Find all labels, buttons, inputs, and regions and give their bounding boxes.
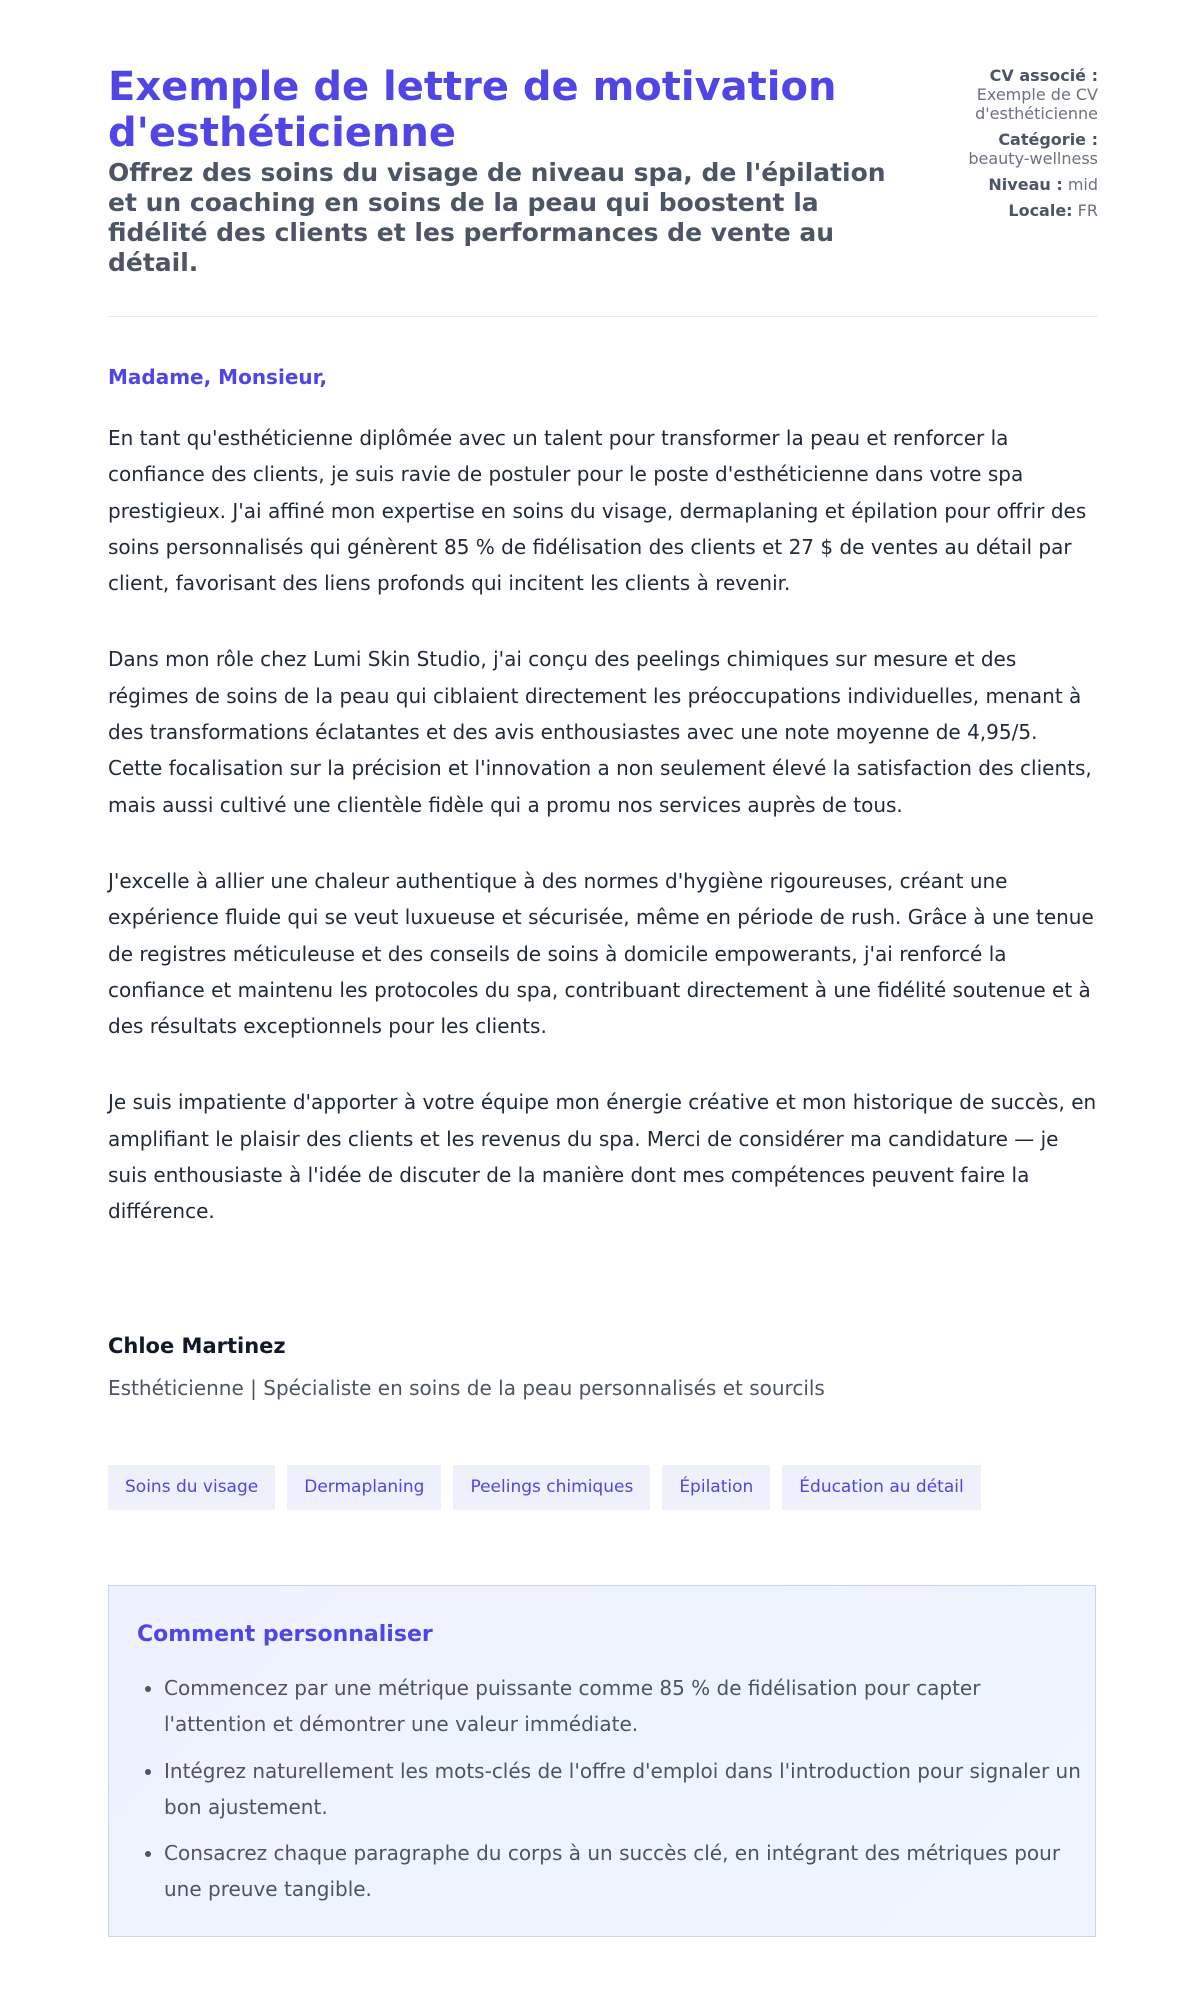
meta-locale-label: Locale: — [1008, 201, 1073, 220]
meta-cv-label: CV associé : — [989, 66, 1098, 85]
page-header — [108, 0, 1098, 317]
meta-level — [948, 175, 1098, 194]
customization-tips-box — [108, 1585, 1096, 1937]
meta-locale — [948, 201, 1098, 220]
letter-greeting: Madame, Monsieur, — [108, 365, 328, 389]
skill-tag: Dermaplaning — [287, 1465, 441, 1510]
page-subtitle: Offrez des soins du visage de niveau spa, de l'épilation et un coaching en soins de la peau qui boostent la fidélité des clients et les performances de vente au détail. — [108, 158, 886, 277]
letter-paragraph: Je suis impatiente d'apporter à votre équipe mon énergie créative et mon historique de succès, en amplifiant le plaisir des clients et les revenus du spa. Merci de considérer ma candidature — je suis enthousiaste à l'idée de discuter de la manière dont mes compétences peuvent faire la différence. — [108, 1090, 1097, 1224]
skill-tag: Éducation au détail — [782, 1465, 980, 1510]
tip-item: • Consacrez chaque paragraphe du corps à un succès clé, en intégrant des métriques pour une preuve tangible. — [164, 1835, 1084, 1908]
skill-tag: Soins du visage — [108, 1465, 275, 1510]
cover-letter-page — [108, 0, 1098, 1902]
skill-tag: Peelings chimiques — [453, 1465, 650, 1510]
meta-category-label: Catégorie : — [998, 130, 1098, 149]
letter-paragraph: En tant qu'esthéticienne diplômée avec un talent pour transformer la peau et renforcer la confiance des clients, je suis ravie de postuler pour le poste d'esthéticienne dans votre spa prestigieux. J'ai affiné mon expertise en soins du visage, dermaplaning et épilation pour offrir des soins personnalisés qui génèrent 85 % de fidélisation des clients et 27 $ de ventes au détail par client, favorisant des liens profonds qui incitent les clients à revenir. — [108, 426, 1087, 596]
skill-tag: Épilation — [662, 1465, 770, 1510]
tip-item: • Intégrez naturellement les mots-clés de l'offre d'emploi dans l'introduction pour signaler un bon ajustement. — [164, 1753, 1084, 1826]
tips-list — [137, 1670, 1084, 1918]
skill-tags — [108, 1465, 981, 1510]
signature-title: Esthéticienne | Spécialiste en soins de la peau personnalisés et sourcils — [108, 1376, 825, 1400]
meta-cv-value: Exemple de CV d'esthéticienne — [975, 85, 1098, 123]
meta-level-label: Niveau : — [988, 175, 1063, 194]
tips-title: Comment personnaliser — [137, 1622, 433, 1647]
meta-locale-value: FR — [1077, 201, 1098, 220]
page-title: Exemple de lettre de motivation d'esthéticienne — [108, 64, 837, 156]
meta-cv — [948, 66, 1098, 123]
signature-name: Chloe Martinez — [108, 1334, 286, 1358]
metadata-panel — [948, 66, 1098, 227]
letter-body — [108, 420, 1098, 1270]
meta-category-value: beauty-wellness — [968, 149, 1098, 168]
meta-category — [948, 130, 1098, 168]
letter-paragraph: Dans mon rôle chez Lumi Skin Studio, j'ai conçu des peelings chimiques sur mesure et des régimes de soins de la peau qui ciblaient directement les préoccupations individuelles, menant à des transformations éclatantes et des avis enthousiastes avec une note moyenne de 4,95/5. Cette focalisation sur la précision et l'innovation a non seulement élevé la satisfaction des clients, mais aussi cultivé une clientèle fidèle qui a promu nos services auprès de tous. — [108, 647, 1092, 817]
meta-level-value: mid — [1067, 175, 1098, 194]
tip-item: • Commencez par une métrique puissante comme 85 % de fidélisation pour capter l'attention et démontrer une valeur immédiate. — [164, 1670, 1084, 1743]
letter-paragraph: J'excelle à allier une chaleur authentique à des normes d'hygiène rigoureuses, créant une expérience fluide qui se veut luxueuse et sécurisée, même en période de rush. Grâce à une tenue de registres méticuleuse et des conseils de soins à domicile empowerants, j'ai renforcé la confiance et maintenu les protocoles du spa, contribuant directement à une fidélité soutenue et à des résultats exceptionnels pour les clients. — [108, 868, 1094, 1039]
